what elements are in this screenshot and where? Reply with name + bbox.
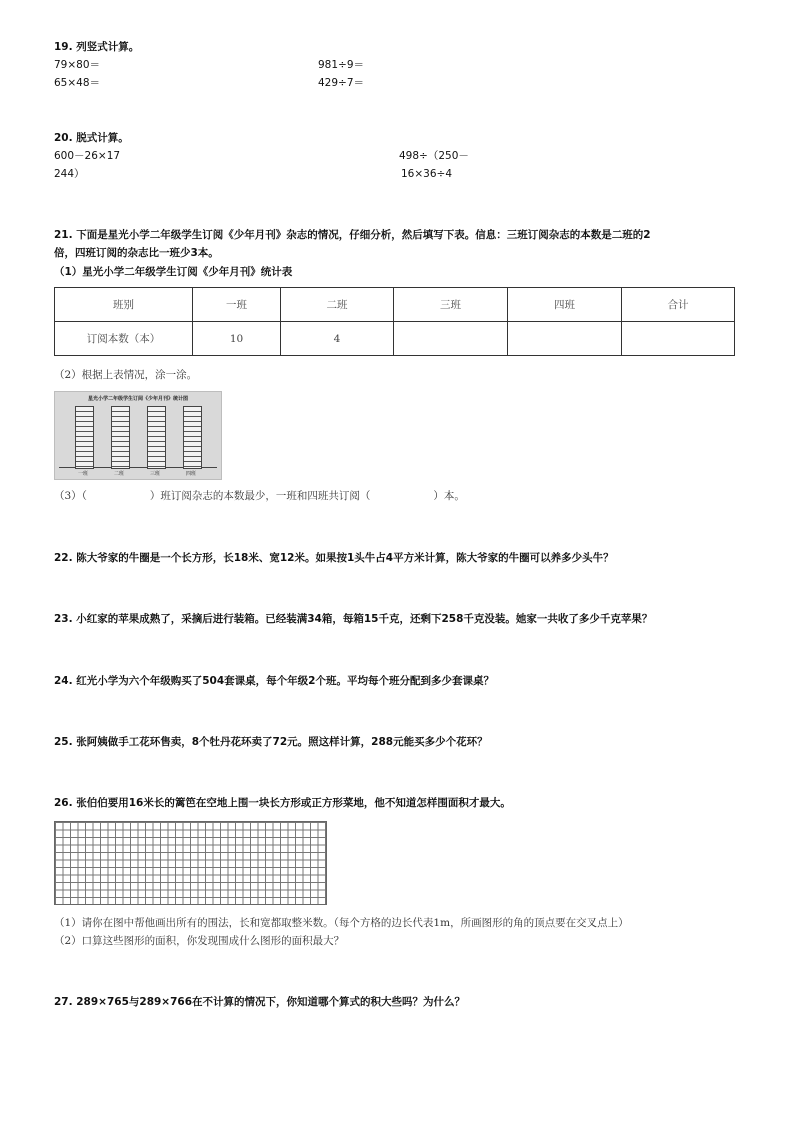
chart-bar-column-4[interactable] xyxy=(183,406,202,469)
q19-item-4: 429÷7＝ xyxy=(318,77,365,89)
table-header: 一班 xyxy=(193,288,281,322)
drawing-grid[interactable] xyxy=(54,821,327,905)
q20-item-4: 16×36÷4 xyxy=(401,168,452,180)
bar-chart xyxy=(54,391,222,480)
table-header-row xyxy=(55,288,735,322)
q19-item-3: 65×48＝ xyxy=(54,77,101,89)
chart-category-label: 四班 xyxy=(185,471,196,477)
table-header: 二班 xyxy=(281,288,394,322)
q19-item-2: 981÷9＝ xyxy=(318,59,365,71)
table-header: 班别 xyxy=(55,288,193,322)
table-cell: 4 xyxy=(281,322,394,356)
q23-text: 23. 小红家的苹果成熟了，采摘后进行装箱。已经装满34箱，每箱15千克，还剩下258千克没装。她家一共收了多少千克苹果？ xyxy=(54,613,653,625)
table-header: 合计 xyxy=(622,288,735,322)
chart-title: 星光小学二年级学生订阅《少年月刊》统计图 xyxy=(87,396,188,402)
q19-item-1: 79×80＝ xyxy=(54,59,101,71)
table-row xyxy=(55,322,735,356)
chart-bar-column-2[interactable] xyxy=(111,406,130,469)
chart-bar-column-3[interactable] xyxy=(147,406,166,469)
q21-intro-line1: 21. 下面是星光小学二年级学生订阅《少年月刊》杂志的情况，仔细分析，然后填写下表。信息：三班订阅杂志的本数是二班的2 xyxy=(54,229,651,241)
table-cell-blank[interactable] xyxy=(508,322,622,356)
chart-category-label: 一班 xyxy=(77,471,88,477)
q21-part1: （1）星光小学二年级学生订阅《少年月刊》统计表 xyxy=(54,266,293,278)
q22-text: 22. 陈大爷家的牛圈是一个长方形，长18米、宽12米。如果按1头牛占4平方米计算，陈大爷家的牛圈可以养多少头牛？ xyxy=(54,552,614,564)
q21-intro-line2: 倍，四班订阅的杂志比一班少3本。 xyxy=(54,247,219,259)
table-cell: 10 xyxy=(193,322,281,356)
table-cell-blank[interactable] xyxy=(622,322,735,356)
chart-bar-column-1[interactable] xyxy=(75,406,94,469)
q20-title: 20. 脱式计算。 xyxy=(54,132,129,144)
q20-item-3: 244） xyxy=(54,168,85,180)
table-header: 三班 xyxy=(394,288,508,322)
chart-category-label: 二班 xyxy=(113,471,124,477)
q25-text: 25. 张阿姨做手工花环售卖，8个牡丹花环卖了72元。照这样计算，288元能买多少个花环？ xyxy=(54,736,488,748)
table-cell-blank[interactable] xyxy=(394,322,508,356)
q26-title: 26. 张伯伯要用16米长的篱笆在空地上围一块长方形或正方形菜地，他不知道怎样围面积才最大。 xyxy=(54,797,511,809)
chart-category-label: 三班 xyxy=(149,471,160,477)
q20-item-1: 600－26×17 xyxy=(54,150,121,162)
table-cell: 订阅本数（本） xyxy=(55,322,193,356)
q26-part2: （2）口算这些图形的面积，你发现围成什么图形的面积最大？ xyxy=(54,935,345,947)
q26-part1: （1）请你在图中帮他画出所有的围法，长和宽都取整米数。（每个方格的边长代表1m，所画图形的角的顶点要在交叉点上） xyxy=(54,917,629,929)
q21-part2: （2）根据上表情况，涂一涂。 xyxy=(54,369,198,381)
q27-text: 27. 289×765与289×766在不计算的情况下，你知道哪个算式的积大些吗？为什么？ xyxy=(54,996,466,1008)
subscription-table xyxy=(54,287,735,356)
q21-part3: （3）（ ）班订阅杂志的本数最少，一班和四班共订阅（ ）本。 xyxy=(54,490,465,502)
q20-item-2: 498÷（250－ xyxy=(399,150,469,162)
q19-title: 19. 列竖式计算。 xyxy=(54,41,140,53)
q24-text: 24. 红光小学为六个年级购买了504套课桌，每个年级2个班。平均每个班分配到多少套课桌？ xyxy=(54,675,494,687)
table-header: 四班 xyxy=(508,288,622,322)
